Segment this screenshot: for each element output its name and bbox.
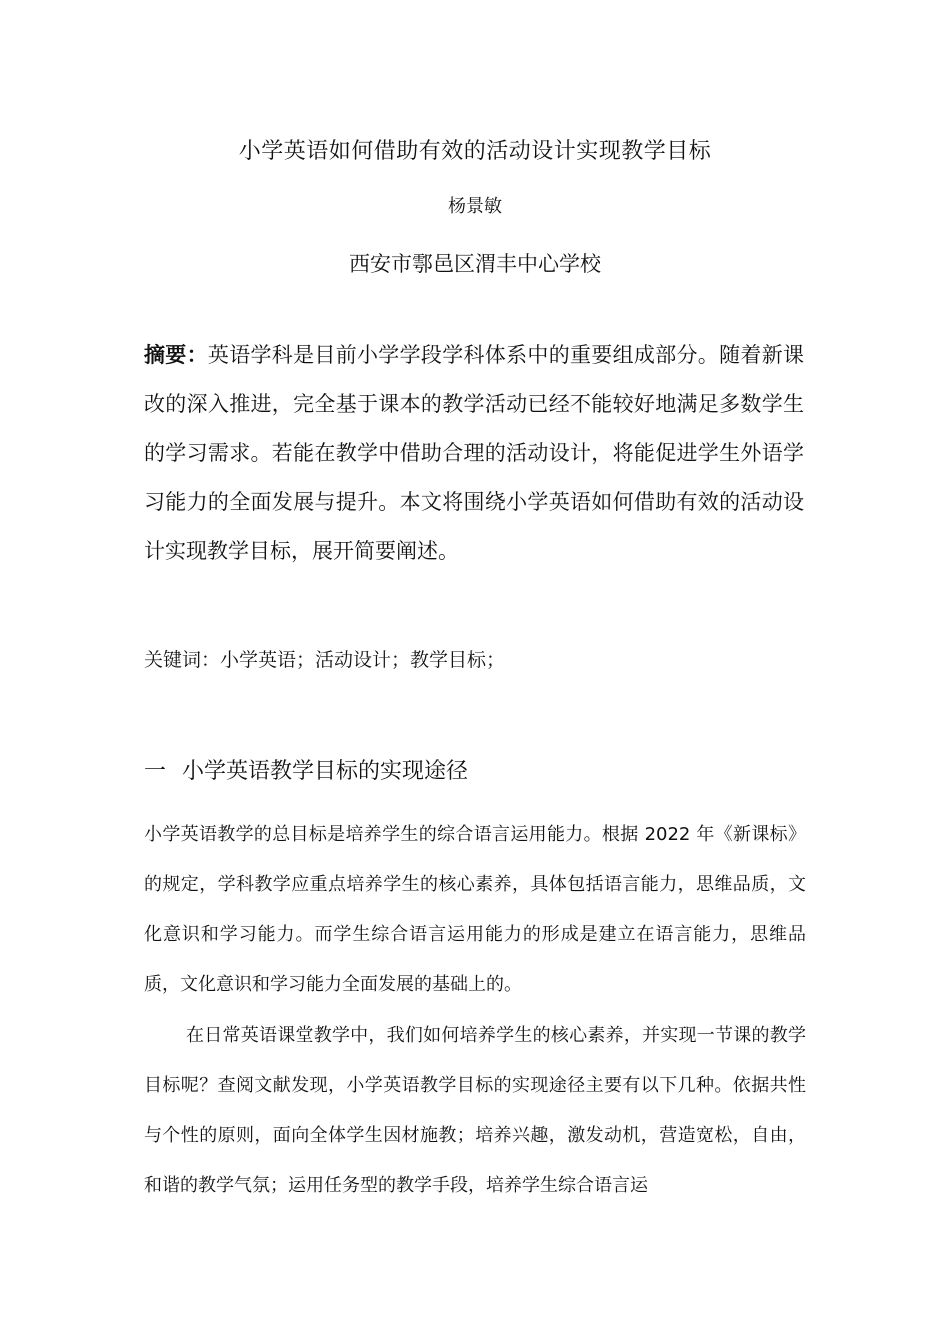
- section-heading: [144, 754, 804, 790]
- abstract-paragraph: [144, 331, 804, 576]
- paper-affiliation: 西安市鄠邑区渭丰中心学校: [349, 252, 601, 276]
- body-paragraph: 小学英语教学的总目标是培养学生的综合语言运用能力。根据 2022 年《新课标》的规定，学科教学应重点培养学生的核心素养，具体包括语言能力，思维品质，文化意识和学习能力。而学生综合语言运用能力的形成是建立在语言能力，思维品质，文化意识和学习能力全面发展的基础上的。: [144, 824, 806, 995]
- paper-author: 杨景敏: [448, 196, 502, 217]
- keywords-line: 关键词：小学英语；活动设计；教学目标；: [144, 649, 506, 671]
- paper-title: 小学英语如何借助有效的活动设计实现教学目标: [238, 139, 712, 164]
- body-paragraph: 在日常英语课堂教学中，我们如何培养学生的核心素养，并实现一节课的教学目标呢？查阅文献发现，小学英语教学目标的实现途径主要有以下几种。依据共性与个性的原则，面向全体学生因材施教；培养兴趣，激发动机，营造宽松，自由，和谐的教学气氛；运用任务型的教学手段，培养学生综合语言运: [144, 1025, 806, 1196]
- section-number: 一: [144, 759, 167, 784]
- section-title: 小学英语教学目标的实现途径: [182, 759, 469, 784]
- abstract-text: 英语学科是目前小学学段学科体系中的重要组成部分。随着新课改的深入推进，完全基于课本的教学活动已经不能较好地满足多数学生的学习需求。若能在教学中借助合理的活动设计，将能促进学生外语学习能力的全面发展与提升。本文将围绕小学英语如何借助有效的活动设计实现教学目标，展开简要阐述。: [144, 343, 805, 563]
- abstract-label: 摘要：: [144, 343, 208, 367]
